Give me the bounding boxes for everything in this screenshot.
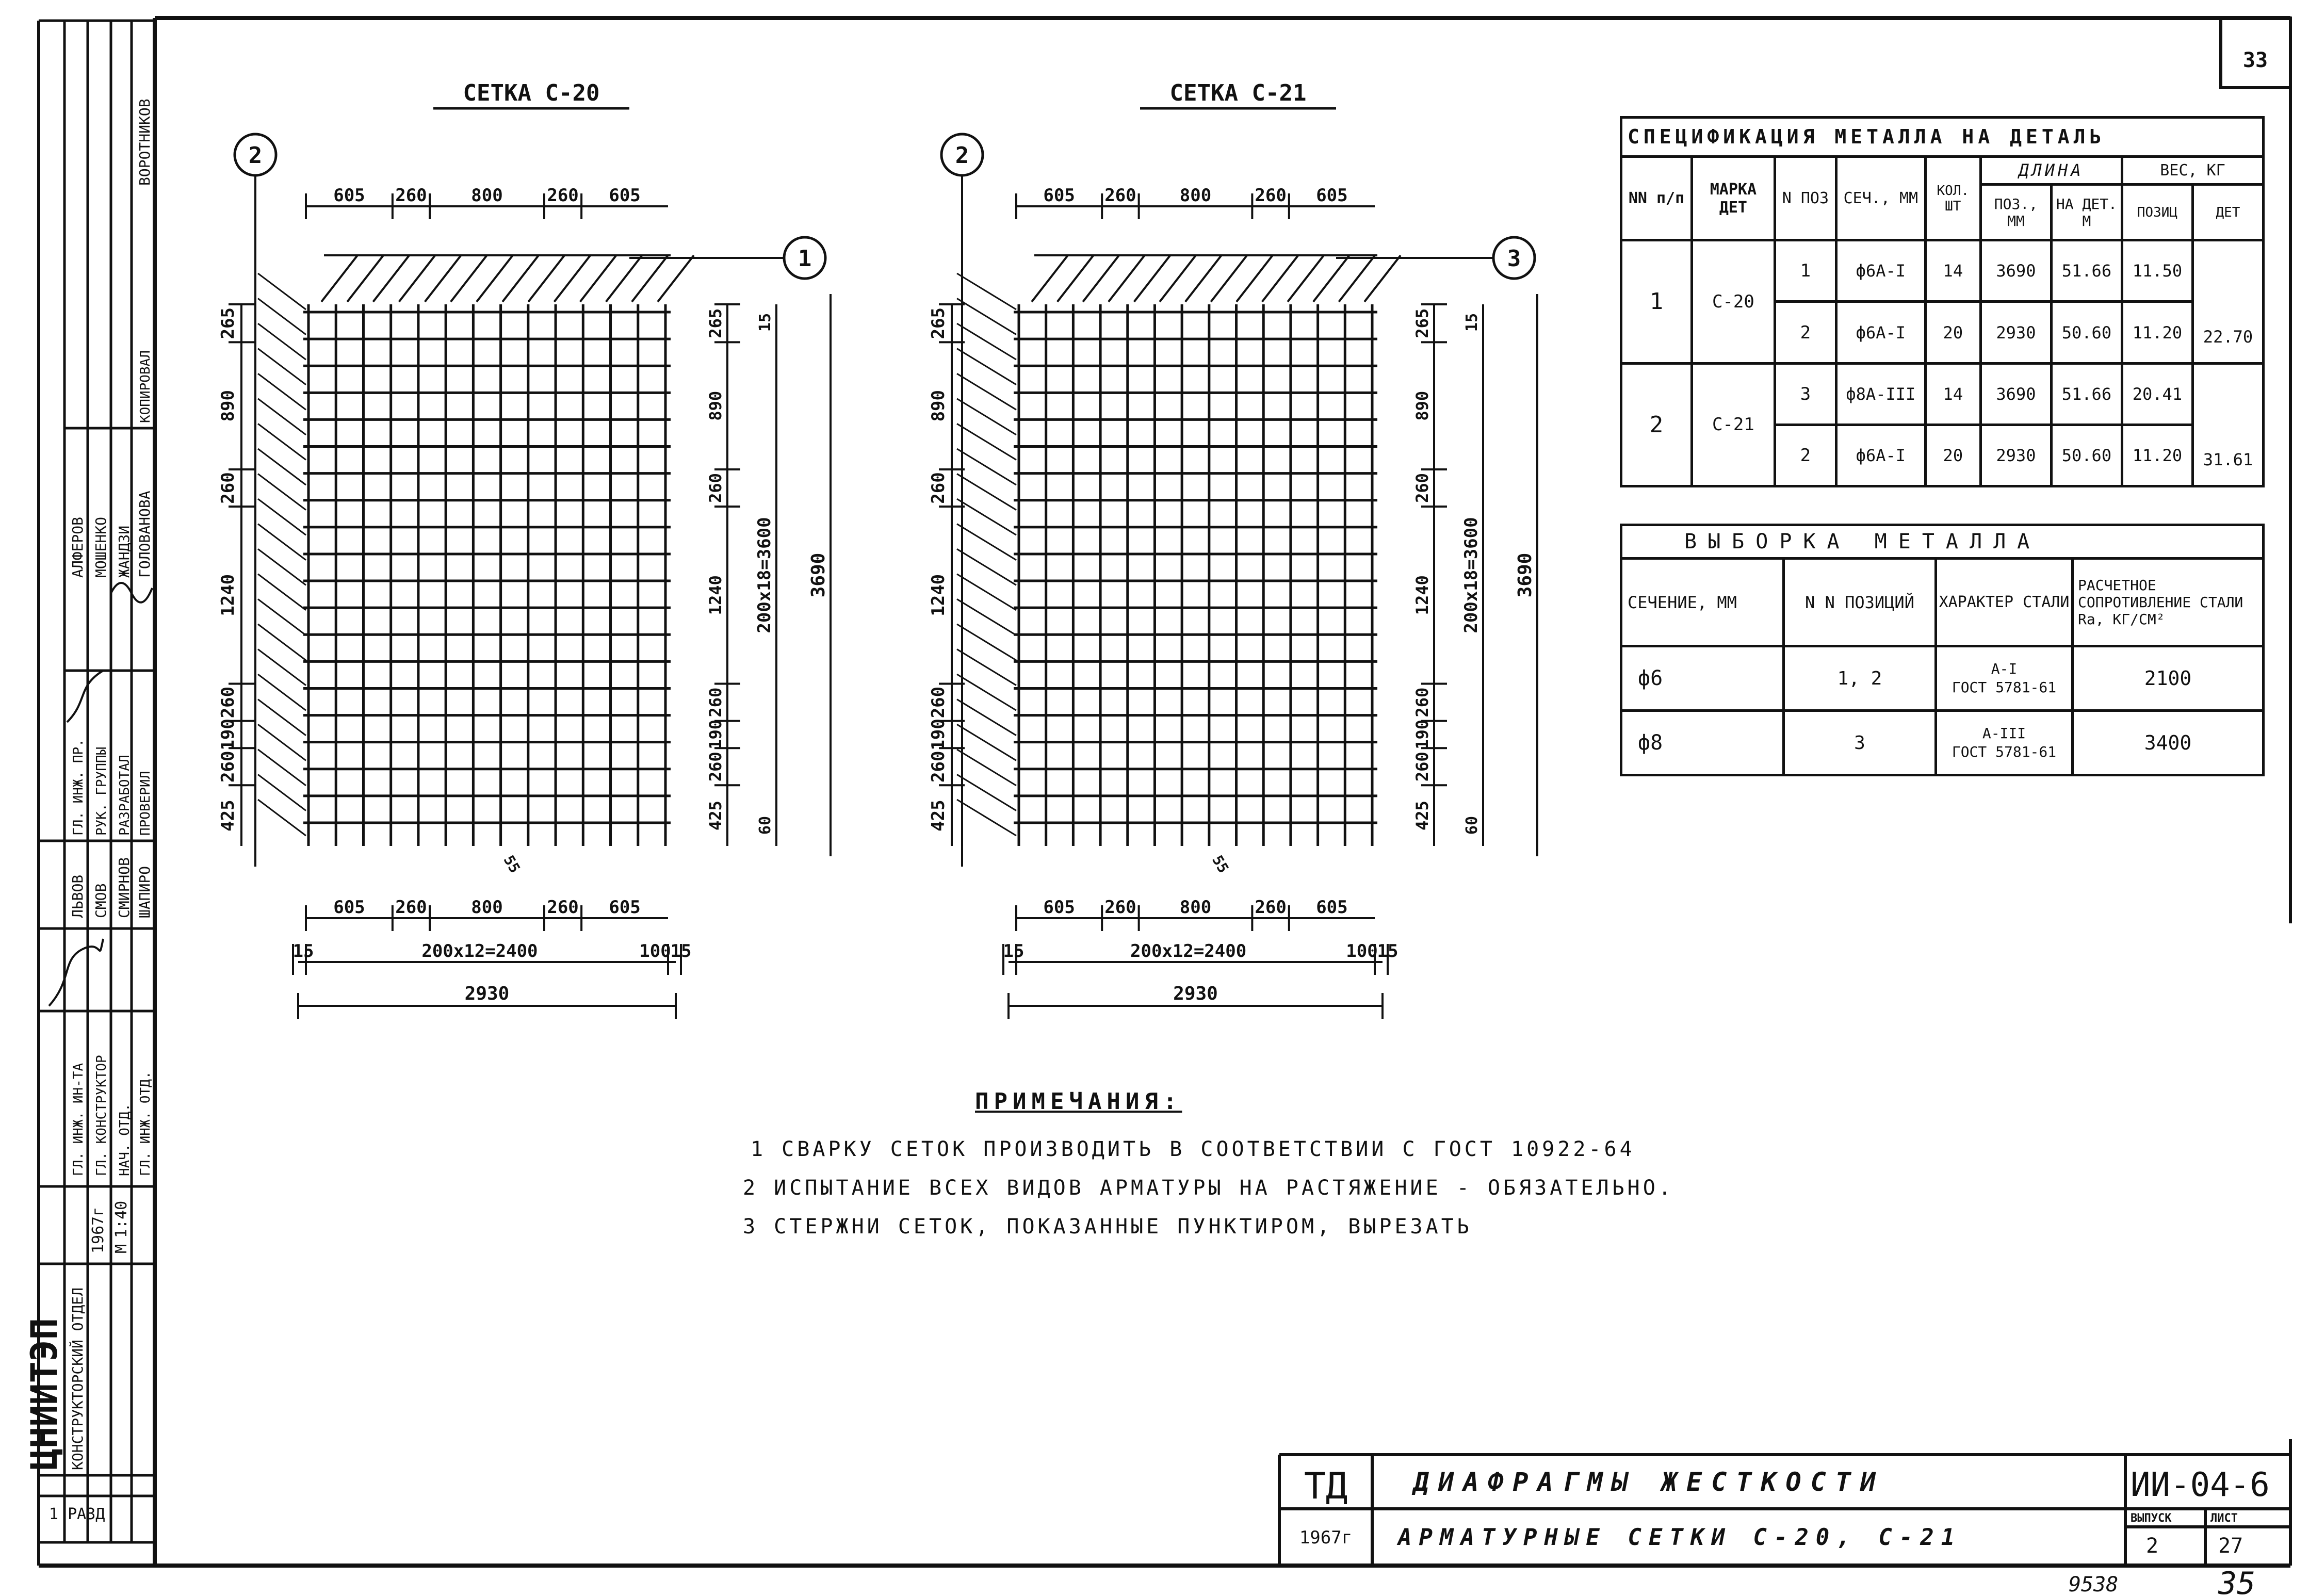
dim-label-right: 260 bbox=[706, 687, 725, 718]
vyborka-header-ras: РАСЧЕТНОЕ СОПРОТИВЛЕНИЕ СТАЛИ Ra, КГ/СМ² bbox=[2073, 559, 2264, 646]
dim-label-left: 890 bbox=[928, 389, 949, 422]
dim-label-bottom: 605 bbox=[1043, 897, 1075, 918]
notes-title: ПРИМЕЧАНИЯ: bbox=[975, 1088, 1182, 1115]
spec-cell: 14 bbox=[1925, 240, 1980, 302]
dim-label-right: 190 bbox=[1412, 720, 1432, 750]
tb-list: 27 bbox=[2218, 1534, 2243, 1558]
dim-label-right: 260 bbox=[706, 473, 725, 503]
dim-label-top: 800 bbox=[471, 185, 503, 206]
spec-header-ves: ВЕС, КГ bbox=[2122, 156, 2263, 184]
stamp-name-8: ГОЛОВАНОВА bbox=[136, 491, 153, 578]
mesh-c21 bbox=[928, 80, 1537, 1019]
dim-label-bottom-mark: 55 bbox=[1209, 852, 1232, 876]
dim-label-inner: 60 bbox=[1463, 816, 1481, 835]
stamp-institute: ЦНИИТЭП bbox=[23, 1317, 66, 1470]
marker-label: 2 bbox=[955, 142, 969, 169]
vyborka-title: ВЫБОРКА МЕТАЛЛА bbox=[1621, 525, 2264, 559]
dim-label-bottom-2: 200x12=2400 bbox=[1130, 941, 1247, 962]
spec-group-1-total: 22.70 bbox=[2192, 240, 2263, 363]
dim-label-bottom: 260 bbox=[1255, 897, 1287, 918]
spec-cell: 20 bbox=[1925, 425, 1980, 486]
dim-label-bottom-mark: 55 bbox=[500, 852, 524, 876]
dim-label-top: 605 bbox=[333, 185, 365, 206]
spec-group-2-marka: С-21 bbox=[1692, 363, 1775, 486]
vyborka-gost: ГОСТ 5781-61 bbox=[1952, 743, 2057, 760]
vyborka-steel: А-I bbox=[1991, 660, 2018, 677]
dim-label-left: 190 bbox=[928, 719, 949, 751]
dim-label-left: 265 bbox=[218, 307, 238, 339]
dim-label-top: 260 bbox=[395, 185, 427, 206]
vyborka-header-sech: СЕЧЕНИЕ, ММ bbox=[1621, 559, 1784, 646]
spec-cell: 2 bbox=[1775, 302, 1836, 363]
spec-cell: 2930 bbox=[1980, 425, 2051, 486]
spec-cell: 11.20 bbox=[2122, 302, 2192, 363]
tb-code: ИИ-04-6 bbox=[2131, 1466, 2270, 1504]
dim-label-top: 260 bbox=[1255, 185, 1287, 206]
spec-cell: 50.60 bbox=[2051, 425, 2122, 486]
stamp-format: 1 РАЗД bbox=[49, 1505, 105, 1523]
dim-label-left: 260 bbox=[928, 472, 949, 504]
spec-cell: 14 bbox=[1925, 363, 1980, 425]
spec-cell: ф6А-I bbox=[1836, 302, 1925, 363]
dim-label-bottom-2: 200x12=2400 bbox=[421, 941, 538, 962]
spec-cell: 51.66 bbox=[2051, 240, 2122, 302]
dim-label-inner: 200x18=3600 bbox=[754, 517, 775, 633]
dim-label-top: 605 bbox=[1316, 185, 1348, 206]
tb-vypusk: 2 bbox=[2146, 1534, 2159, 1558]
dim-label-top: 605 bbox=[609, 185, 641, 206]
dim-label-bottom: 800 bbox=[471, 897, 503, 918]
dim-label-left: 260 bbox=[218, 472, 238, 504]
dim-label-left: 425 bbox=[928, 800, 949, 832]
spec-cell: 1 bbox=[1775, 240, 1836, 302]
dim-label-right: 190 bbox=[706, 720, 725, 750]
stamp-role-4: ГЛ. ИНЖ. ОТД. bbox=[138, 1071, 153, 1176]
marker-label: 2 bbox=[248, 142, 263, 169]
dim-label-top: 260 bbox=[1104, 185, 1136, 206]
note-3: 3 СТЕРЖНИ СЕТОК, ПОКАЗАННЫЕ ПУНКТИРОМ, ВЫРЕЗАТЬ bbox=[743, 1215, 1472, 1239]
spec-cell: 50.60 bbox=[2051, 302, 2122, 363]
vyborka-cell: 3400 bbox=[2073, 711, 2264, 775]
spec-cell: 11.20 bbox=[2122, 425, 2192, 486]
dim-label-left: 260 bbox=[928, 686, 949, 719]
dim-label-total: 3690 bbox=[1515, 552, 1536, 598]
dim-label-left: 190 bbox=[218, 719, 238, 751]
spec-cell: 3690 bbox=[1980, 240, 2051, 302]
spec-cell: ф8А-III bbox=[1836, 363, 1925, 425]
mesh-title: СЕТКА С-21 bbox=[1169, 80, 1307, 106]
mesh-title: СЕТКА С-20 bbox=[463, 80, 600, 106]
dim-label-bottom: 260 bbox=[1104, 897, 1136, 918]
stamp-role-8: ПРОВЕРИЛ bbox=[138, 771, 153, 836]
spec-cell: 20 bbox=[1925, 302, 1980, 363]
dim-label-left: 260 bbox=[218, 751, 238, 783]
stamp-dept: КОНСТРУКТОРСКИЙ ОТДЕЛ bbox=[69, 1287, 86, 1470]
dim-label-top: 605 bbox=[1043, 185, 1075, 206]
stamp-role-9: КОПИРОВАЛ bbox=[138, 350, 153, 423]
spec-cell: 2930 bbox=[1980, 302, 2051, 363]
spec-cell: 51.66 bbox=[2051, 363, 2122, 425]
stamp-name-5: АЛФЕРОВ bbox=[69, 516, 86, 578]
stamp-role-2: ГЛ. КОНСТРУКТОР bbox=[94, 1055, 109, 1176]
dim-label-inner: 15 bbox=[1463, 313, 1481, 332]
dim-label-right: 265 bbox=[1412, 308, 1432, 338]
spec-group-2-nn: 2 bbox=[1621, 363, 1692, 486]
spec-group-1-marka: С-20 bbox=[1692, 240, 1775, 363]
spec-header-sech: СЕЧ., ММ bbox=[1836, 156, 1925, 240]
dim-label-right: 1240 bbox=[706, 575, 725, 615]
spec-header-ves-poz: ПОЗИЦ bbox=[2122, 184, 2192, 240]
dim-label-inner: 60 bbox=[756, 816, 774, 835]
dim-label-right: 260 bbox=[1412, 687, 1432, 718]
dim-label-right: 260 bbox=[1412, 752, 1432, 782]
spec-header-dlina-det: НА ДЕТ. М bbox=[2051, 184, 2122, 240]
spec-table bbox=[1620, 116, 2265, 487]
dim-label-left: 425 bbox=[218, 800, 238, 832]
vyborka-header-harakter: ХАРАКТЕР СТАЛИ bbox=[1936, 559, 2073, 646]
stamp-year: 1967г bbox=[89, 1207, 107, 1253]
stamp-name-9: ВОРОТНИКОВ bbox=[136, 99, 153, 186]
stamp-role-5: ГЛ. ИНЖ. ПР. bbox=[71, 739, 86, 836]
mesh-c20 bbox=[218, 80, 831, 1019]
spec-cell: ф6А-I bbox=[1836, 425, 1925, 486]
dim-label-left: 260 bbox=[928, 751, 949, 783]
vyborka-cell: 2100 bbox=[2073, 646, 2264, 711]
stamp-role-1: ГЛ. ИНЖ. ИН-ТА bbox=[71, 1063, 86, 1176]
dim-label-right: 260 bbox=[1412, 473, 1432, 503]
vyborka-cell: 3 bbox=[1784, 711, 1936, 775]
spec-cell: 11.50 bbox=[2122, 240, 2192, 302]
vyborka-steel: А-III bbox=[1982, 725, 2026, 742]
page-number: 33 bbox=[2242, 48, 2268, 72]
stamp-name-1: ЛЬВОВ bbox=[69, 874, 86, 918]
vyborka-cell: 1, 2 bbox=[1784, 646, 1936, 711]
dim-label-top: 800 bbox=[1179, 185, 1212, 206]
vyborka-header-poz: N N ПОЗИЦИЙ bbox=[1784, 559, 1936, 646]
dim-label-bottom-total: 2930 bbox=[1173, 983, 1218, 1004]
spec-header-dlina: ДЛИНА bbox=[1980, 156, 2122, 184]
dim-label-right: 265 bbox=[706, 308, 725, 338]
stamp-name-7: ЖАНДЗИ bbox=[116, 525, 133, 578]
dim-label-bottom-total: 2930 bbox=[464, 983, 510, 1004]
dim-label-bottom: 605 bbox=[609, 897, 641, 918]
spec-header-nn: NN п/п bbox=[1621, 156, 1692, 240]
spec-header-dlina-poz: ПОЗ., ММ bbox=[1980, 184, 2051, 240]
stamp-name-2: СМОВ bbox=[92, 883, 109, 918]
stamp-scale-label: М bbox=[112, 1244, 131, 1253]
dim-label-left: 260 bbox=[218, 686, 238, 719]
dim-label-inner: 15 bbox=[756, 313, 774, 332]
spec-cell: 20.41 bbox=[2122, 363, 2192, 425]
stamp-scale: 1:40 bbox=[112, 1200, 131, 1238]
bottom-number-right: 35 bbox=[2218, 1566, 2256, 1596]
dim-label-bottom-2: 15 bbox=[670, 941, 692, 962]
vyborka-table bbox=[1620, 524, 2265, 776]
spec-cell: 3 bbox=[1775, 363, 1836, 425]
vyborka-steel-cell bbox=[1936, 711, 2073, 775]
tb-list-label: ЛИСТ bbox=[2210, 1512, 2238, 1525]
spec-cell: 3690 bbox=[1980, 363, 2051, 425]
tb-vypusk-label: ВЫПУСК bbox=[2131, 1512, 2172, 1525]
dim-label-right: 425 bbox=[1412, 801, 1432, 831]
dim-label-right: 890 bbox=[706, 390, 725, 421]
dim-label-bottom: 605 bbox=[1316, 897, 1348, 918]
spec-cell: ф6А-I bbox=[1836, 240, 1925, 302]
vyborka-steel-cell bbox=[1936, 646, 2073, 711]
vyborka-gost: ГОСТ 5781-61 bbox=[1952, 679, 2057, 696]
stamp-name-4: ШАПИРО bbox=[136, 866, 153, 918]
dim-label-left: 265 bbox=[928, 307, 949, 339]
dim-label-left: 890 bbox=[218, 389, 238, 422]
dim-label-right: 260 bbox=[706, 752, 725, 782]
dim-label-inner: 200x18=3600 bbox=[1461, 517, 1482, 633]
dim-label-bottom-2: 15 bbox=[292, 941, 314, 962]
dim-label-bottom: 605 bbox=[333, 897, 365, 918]
dim-label-total: 3690 bbox=[808, 552, 829, 598]
dim-label-bottom-2: 15 bbox=[1003, 941, 1025, 962]
dim-label-bottom-2: 100 bbox=[1346, 941, 1378, 962]
stamp-name-6: МОШЕНКО bbox=[92, 516, 109, 578]
vyborka-cell: ф6 bbox=[1621, 646, 1784, 711]
tb-title-2: АРМАТУРНЫЕ СЕТКИ С-20, С-21 bbox=[1398, 1524, 1962, 1551]
stamp-name-3: СМИРНОВ bbox=[116, 857, 133, 918]
note-2: 2 ИСПЫТАНИЕ ВСЕХ ВИДОВ АРМАТУРЫ НА РАСТЯЖЕНИЕ - ОБЯЗАТЕЛЬНО. bbox=[743, 1176, 1674, 1200]
stamp-role-3: НАЧ. ОТД. bbox=[117, 1103, 133, 1176]
dim-label-right: 425 bbox=[706, 801, 725, 831]
dim-label-top: 260 bbox=[547, 185, 579, 206]
tb-title-1: ДИАФРАГМЫ ЖЕСТКОСТИ bbox=[1413, 1467, 1885, 1497]
vyborka-cell: ф8 bbox=[1621, 711, 1784, 775]
dim-label-right: 1240 bbox=[1412, 575, 1432, 615]
spec-cell: 2 bbox=[1775, 425, 1836, 486]
dim-label-bottom: 800 bbox=[1179, 897, 1212, 918]
dim-label-bottom-2: 15 bbox=[1377, 941, 1399, 962]
tb-org: ТД bbox=[1304, 1465, 1348, 1507]
dim-label-left: 1240 bbox=[218, 574, 238, 616]
dim-label-left: 1240 bbox=[928, 574, 949, 616]
bottom-number-left: 9538 bbox=[2069, 1573, 2119, 1596]
spec-group-2-total: 31.61 bbox=[2192, 363, 2263, 486]
dim-label-bottom-2: 100 bbox=[639, 941, 671, 962]
spec-header-ves-det: ДЕТ bbox=[2192, 184, 2263, 240]
spec-header-npoz: N ПОЗ bbox=[1775, 156, 1836, 240]
dim-label-bottom: 260 bbox=[395, 897, 427, 918]
dim-label-right: 890 bbox=[1412, 390, 1432, 421]
spec-title: СПЕЦИФИКАЦИЯ МЕТАЛЛА НА ДЕТАЛЬ bbox=[1621, 118, 2264, 157]
spec-header-marka: МАРКА ДЕТ bbox=[1692, 156, 1775, 240]
marker-label: 1 bbox=[798, 246, 812, 272]
tb-year: 1967г bbox=[1299, 1527, 1353, 1548]
spec-header-kol: КОЛ. ШТ bbox=[1925, 156, 1980, 240]
note-1: 1 СВАРКУ СЕТОК ПРОИЗВОДИТЬ В СООТВЕТСТВИИ С ГОСТ 10922-64 bbox=[751, 1137, 1635, 1161]
spec-group-1-nn: 1 bbox=[1621, 240, 1692, 363]
stamp-role-6: РУК. ГРУППЫ bbox=[94, 746, 109, 836]
marker-label: 3 bbox=[1507, 246, 1521, 272]
stamp-role-7: РАЗРАБОТАЛ bbox=[117, 755, 133, 836]
dim-label-bottom: 260 bbox=[547, 897, 579, 918]
